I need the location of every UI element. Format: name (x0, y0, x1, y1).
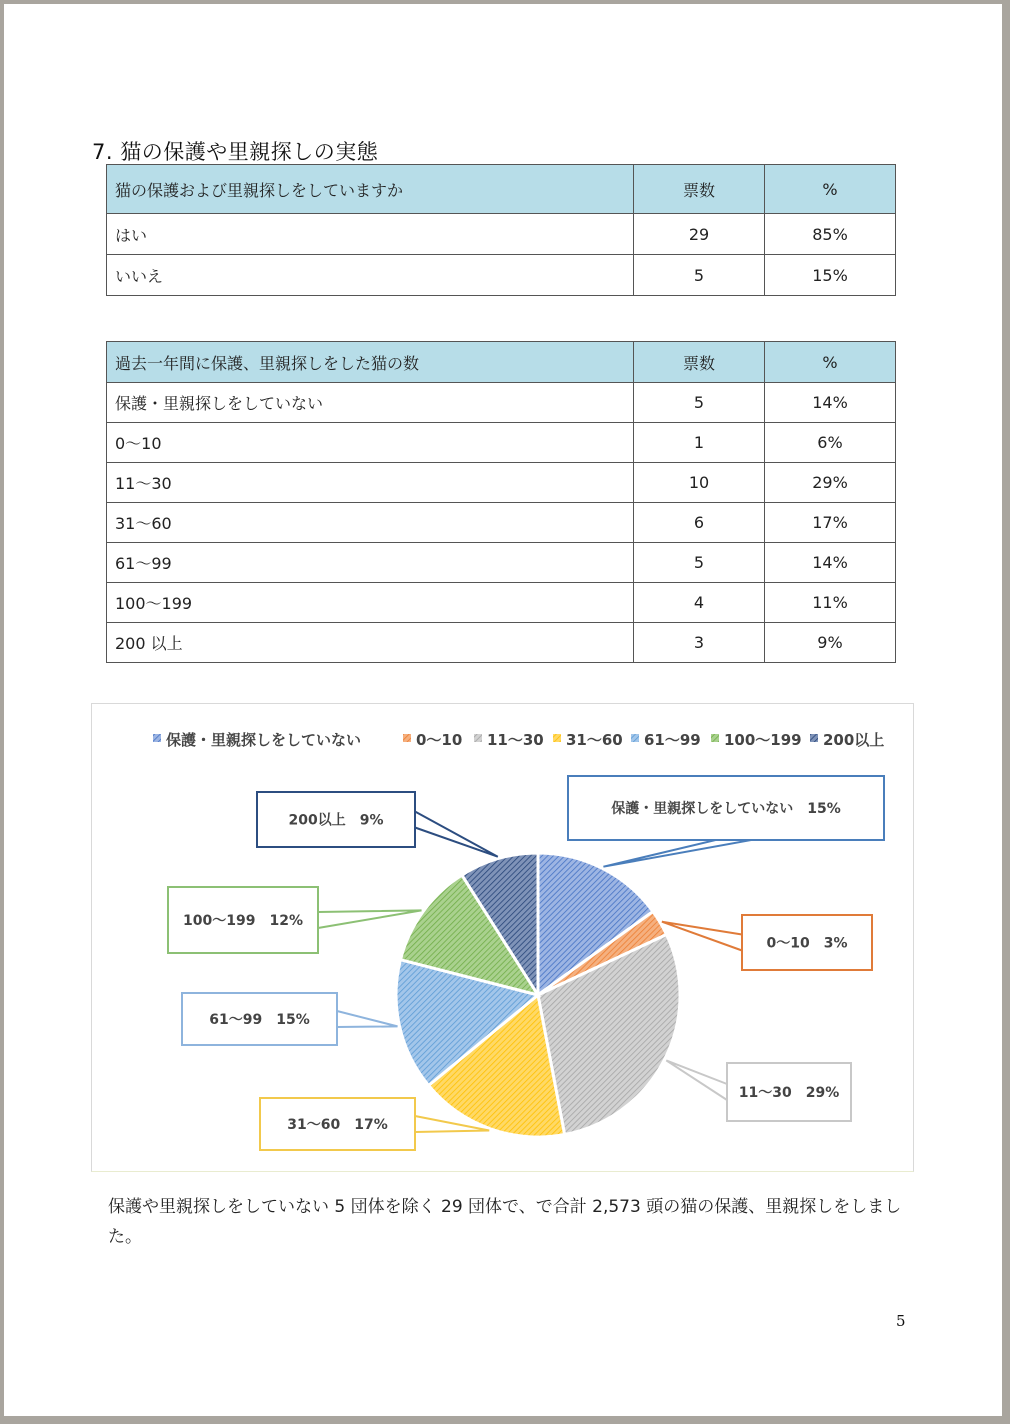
legend-label: 100～199 (724, 731, 802, 749)
cell-percent: 14% (765, 383, 896, 423)
callout-leader (666, 1060, 727, 1100)
legend-item (553, 731, 623, 749)
page-number: 5 (896, 1312, 906, 1330)
cell-votes: 4 (634, 583, 765, 623)
legend-swatch (810, 734, 818, 742)
cell-votes: 6 (634, 503, 765, 543)
cell-percent: 14% (765, 543, 896, 583)
cell-percent: 15% (765, 255, 896, 296)
data-label (662, 915, 872, 970)
callout-leader (337, 1011, 398, 1027)
summary-paragraph: 保護や里親探しをしていない 5 団体を除く 29 団体で、で合計 2,573 頭の猫の保護、里親探しをしました。 (108, 1197, 902, 1247)
cell-percent: 9% (765, 623, 896, 663)
cell-range: 0～10 (107, 423, 634, 463)
legend-label: 11～30 (487, 731, 544, 749)
legend-swatch (631, 734, 639, 742)
callout-leader (318, 910, 422, 928)
cell-percent: 11% (765, 583, 896, 623)
legend-label: 31～60 (566, 731, 623, 749)
legend-label: 61～99 (644, 731, 701, 749)
legend-item (631, 731, 701, 749)
cell-votes: 5 (634, 383, 765, 423)
data-label (568, 776, 884, 867)
data-label-text: 31～60 17% (287, 1117, 388, 1133)
header-votes: 票数 (634, 165, 765, 214)
legend-item (711, 731, 802, 749)
data-label-text: 200以上 9% (288, 812, 384, 829)
legend-item (153, 731, 361, 749)
cell-answer: はい (107, 214, 634, 255)
header-question: 過去一年間に保護、里親探しをした猫の数 (107, 342, 634, 383)
legend-label: 0～10 (416, 731, 463, 749)
data-label (182, 993, 398, 1045)
cell-range: 200 以上 (107, 623, 634, 663)
legend-swatch (153, 734, 161, 742)
cell-range: 保護・里親探しをしていない (107, 383, 634, 423)
callout-leader (415, 812, 498, 857)
cell-votes: 3 (634, 623, 765, 663)
data-label-text: 61～99 15% (209, 1012, 310, 1028)
data-label-text: 100～199 12% (183, 913, 303, 929)
legend-item (403, 731, 462, 749)
cell-votes: 5 (634, 543, 765, 583)
legend-item (810, 731, 884, 749)
legend-label: 200以上 (823, 731, 885, 749)
callout-leader (662, 922, 742, 951)
header-percent: % (765, 165, 896, 214)
section-title: 7. 猫の保護や里親探しの実態 (92, 140, 379, 164)
data-label (257, 792, 498, 857)
cell-answer: いいえ (107, 255, 634, 296)
cell-percent: 17% (765, 503, 896, 543)
legend-swatch (711, 734, 719, 742)
data-label (666, 1060, 851, 1121)
cell-range: 100～199 (107, 583, 634, 623)
legend-item (474, 731, 544, 749)
data-label-text: 0～10 3% (766, 935, 848, 952)
cell-percent: 85% (765, 214, 896, 255)
chart-legend (153, 731, 884, 749)
header-votes: 票数 (634, 342, 765, 383)
header-percent: % (765, 342, 896, 383)
header-question: 猫の保護および里親探しをしていますか (107, 165, 634, 214)
data-label-text: 11～30 29% (738, 1085, 840, 1101)
legend-label: 保護・里親探しをしていない (166, 731, 362, 749)
cell-percent: 29% (765, 463, 896, 503)
cell-votes: 10 (634, 463, 765, 503)
legend-swatch (403, 734, 411, 742)
cell-range: 11～30 (107, 463, 634, 503)
pie-slices (396, 853, 680, 1137)
data-label-text: 保護・里親探しをしていない 15% (611, 801, 841, 817)
cell-votes: 29 (634, 214, 765, 255)
legend-swatch (474, 734, 482, 742)
cell-votes: 1 (634, 423, 765, 463)
legend-swatch (553, 734, 561, 742)
data-label (168, 887, 422, 953)
cell-votes: 5 (634, 255, 765, 296)
cell-range: 61～99 (107, 543, 634, 583)
cell-range: 31～60 (107, 503, 634, 543)
cell-percent: 6% (765, 423, 896, 463)
